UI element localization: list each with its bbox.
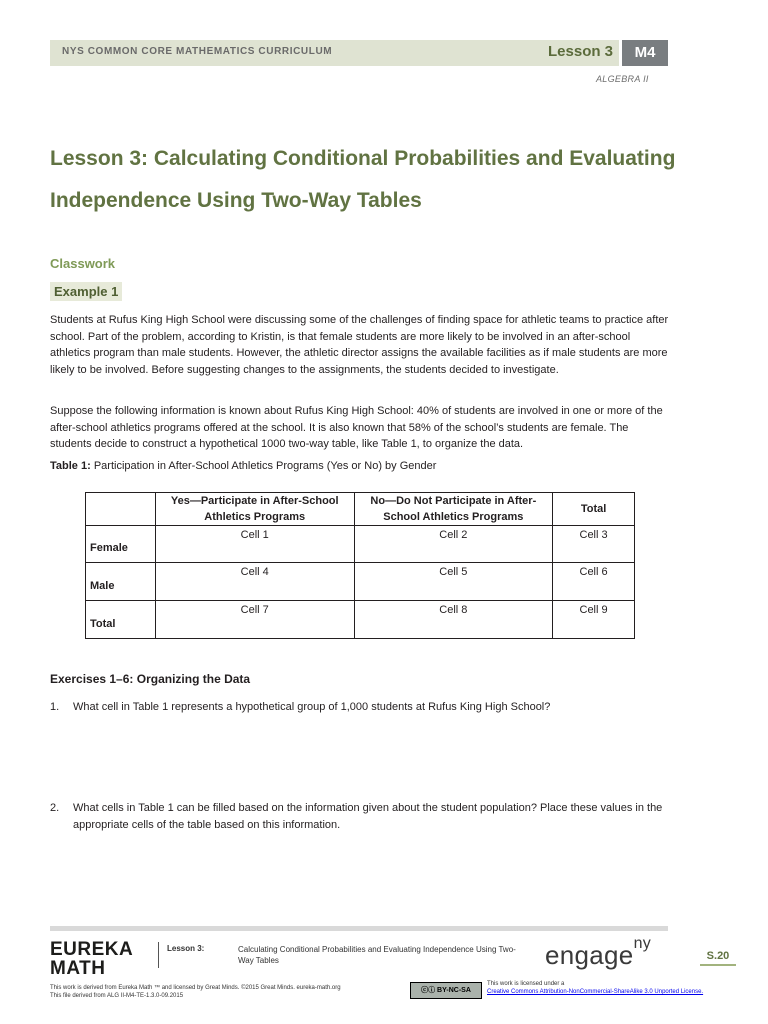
table-header-row <box>86 493 635 526</box>
table-row <box>86 526 635 563</box>
cc-license-badge[interactable] <box>410 982 482 999</box>
info-paragraph: Suppose the following information is known about Rufus King High School: 40% of students are involved in one or more of the after-school athletics programs offered at the school. It is also known that 58% of the school’s students are female. The students decide to construct a hypothetical 1000 two-way table, like Table 1, to organize the data. <box>50 405 663 450</box>
table-cell: Cell 5 <box>354 563 553 601</box>
table-cell: Cell 8 <box>354 601 553 639</box>
table-cell: Cell 1 <box>155 526 354 563</box>
question-number: 2. <box>50 802 60 814</box>
table-header-empty <box>86 493 156 526</box>
eureka-math-logo <box>50 940 133 978</box>
question-text: What cells in Table 1 can be filled based on the information given about the student population? Place these values in the appropriate cells of the table based on this information. <box>73 802 663 831</box>
subject-label: ALGEBRA II <box>596 74 649 84</box>
license-link[interactable]: Creative Commons Attribution-NonCommercial-ShareAlike 3.0 Unported License. <box>487 989 704 995</box>
page-title-line-1: Lesson 3: Calculating Conditional Probabilities and Evaluating <box>50 147 676 170</box>
row-label-female: Female <box>86 526 156 563</box>
example-heading: Example 1 <box>50 282 122 301</box>
table-header-total: Total <box>553 493 635 526</box>
footer-lesson-label: Lesson 3: <box>167 944 205 953</box>
engage-sup: ny <box>633 935 652 953</box>
license-line-1: This work is licensed under a <box>487 981 565 987</box>
page-number: S.20 <box>700 950 736 966</box>
question-text: What cell in Table 1 represents a hypothetical group of 1,000 students at Rufus King High School? <box>73 701 551 713</box>
table-header-yes: Yes—Participate in After-School Athletics Programs <box>155 493 354 526</box>
question-number: 1. <box>50 701 60 713</box>
lesson-tag: Lesson 3 <box>548 43 614 60</box>
table-caption <box>50 460 436 472</box>
row-label-total: Total <box>86 601 156 639</box>
table-cell: Cell 2 <box>354 526 553 563</box>
engage-text: engage <box>545 940 634 970</box>
exercises-heading: Exercises 1–6: Organizing the Data <box>50 672 251 686</box>
table-cell: Cell 6 <box>553 563 635 601</box>
table-row <box>86 601 635 639</box>
license-note <box>487 980 747 996</box>
page-title-line-2: Independence Using Two-Way Tables <box>50 189 422 212</box>
page-title <box>50 138 690 222</box>
cc-icon: ⓒⓘ <box>421 987 438 994</box>
derivation-line-1: This work is derived from Eureka Math ™ and licensed by Great Minds. ©2015 Great Minds. eureka-math.org <box>50 985 341 991</box>
table-cell: Cell 3 <box>553 526 635 563</box>
footer-rule <box>50 926 668 931</box>
derivation-line-2: This file derived from ALG II-M4-TE-1.3.0-09.2015 <box>50 993 184 999</box>
table-cell: Cell 4 <box>155 563 354 601</box>
table-caption-label: Table 1: <box>50 460 91 472</box>
table-row <box>86 563 635 601</box>
curriculum-label: NYS COMMON CORE MATHEMATICS CURRICULUM <box>62 46 333 57</box>
module-badge: M4 <box>622 40 668 66</box>
intro-paragraph: Students at Rufus King High School were discussing some of the challenges of finding space for athletic teams to practice after school. Part of the problem, according to Kristin, is that female students are more likely to be involved in an after-school athletics program than male students. However, the athletic director assigns the available facilities as if male students are more likely to be involved. Before suggesting changes to the assignments, the students decided to investigate. <box>50 314 669 376</box>
cc-badge-text: BY-NC-SA <box>437 987 471 994</box>
footer-lesson-title: Calculating Conditional Probabilities and Evaluating Independence Using Two-Way Tables <box>238 945 516 965</box>
row-label-male: Male <box>86 563 156 601</box>
two-way-table <box>85 492 635 639</box>
logo-line-2: MATH <box>50 958 106 979</box>
table-caption-text: Participation in After-School Athletics Programs (Yes or No) by Gender <box>90 460 437 472</box>
classwork-heading: Classwork <box>50 256 116 271</box>
table-cell: Cell 7 <box>155 601 354 639</box>
table-cell: Cell 9 <box>553 601 635 639</box>
footer-divider <box>158 942 159 968</box>
table-header-no: No—Do Not Participate in After-School Athletics Programs <box>354 493 553 526</box>
logo-line-1: EUREKA <box>50 939 134 960</box>
derivation-note <box>50 984 390 1000</box>
engageny-logo <box>545 935 652 971</box>
